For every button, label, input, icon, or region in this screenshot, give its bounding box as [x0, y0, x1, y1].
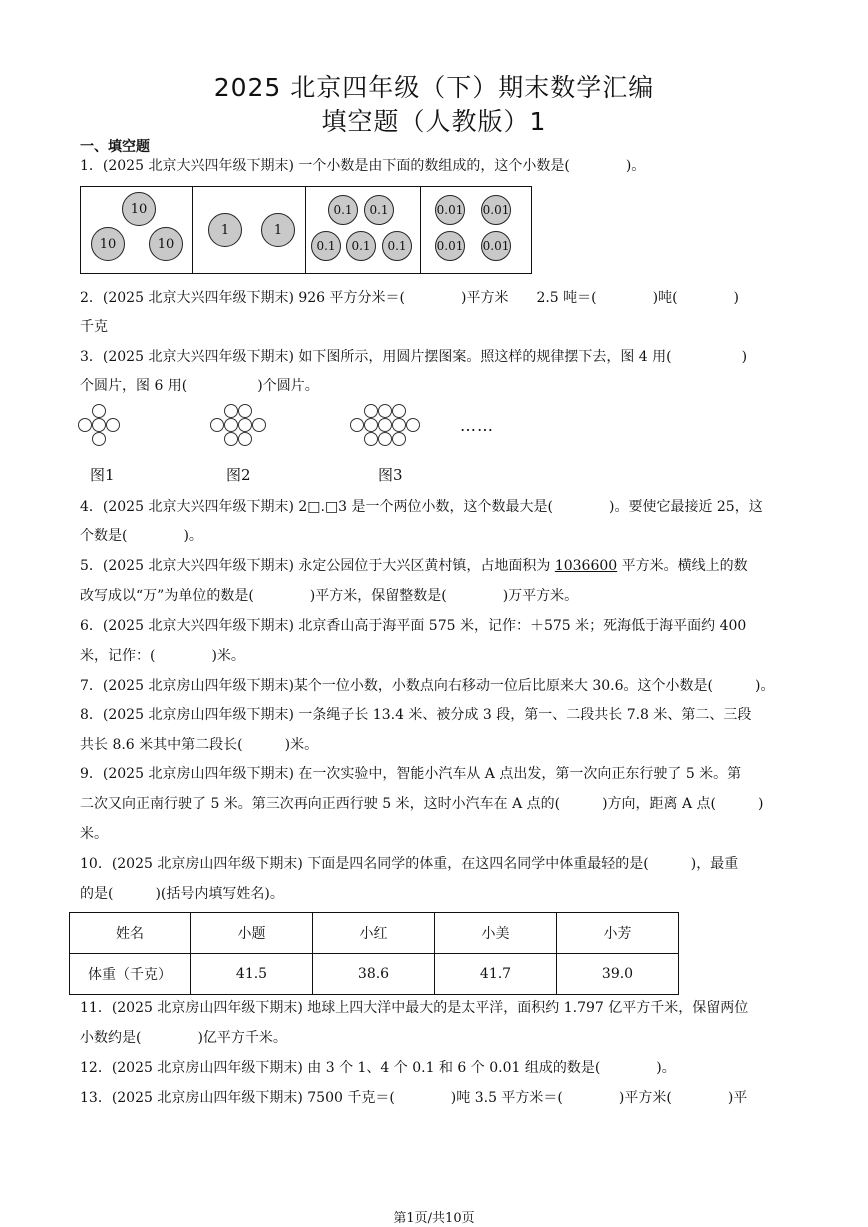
table-cell: 38.6 [313, 954, 435, 995]
circle-piece [210, 418, 224, 432]
title-line-2: 填空题（人教版）1 [321, 107, 547, 136]
question-1: 1．(2025 北京大兴四年级下期末) 一个小数是由下面的数组成的，这个小数是( )。 [80, 158, 646, 174]
circle-piece [350, 418, 364, 432]
circle-piece [392, 432, 406, 446]
disc-group-ones [193, 187, 306, 273]
table-row [70, 913, 679, 954]
disc: 0.01 [435, 195, 465, 225]
disc: 0.1 [364, 195, 394, 225]
question-6-line-2: 米，记作：( )米。 [80, 648, 245, 664]
question-3-line-1: 3．(2025 北京大兴四年级下期末) 如下图所示，用圆片摆图案。照这样的规律摆下去，图 4 用( ) [80, 349, 748, 365]
circle-piece [106, 418, 120, 432]
question-9-line-2: 二次又向正南行驶了 5 米。第三次再向正西行驶 5 米，这时小汽车在 A 点的( )方向，距离 A 点( ) [80, 796, 764, 812]
figure-ellipsis: …… [460, 416, 494, 435]
question-7: 7．(2025 北京房山四年级下期末)某个一位小数，小数点向右移动一位后比原来大 30.6。这个小数是( )。 [80, 678, 775, 694]
disc-group-hundredths [421, 187, 531, 273]
table-header-cell: 小芳 [557, 913, 679, 954]
question-8-line-1: 8．(2025 北京房山四年级下期末) 一条绳子长 13.4 米、被分成 3 段，第一、二段共长 7.8 米、第二、三段 [80, 707, 752, 723]
disc: 1 [261, 213, 295, 247]
disc: 0.1 [311, 231, 341, 261]
figure-3-label: 图3 [378, 466, 403, 484]
circle-piece [378, 432, 392, 446]
figure-1-label: 图1 [90, 466, 115, 484]
circle-piece [224, 418, 238, 432]
section-heading: 一、填空题 [80, 139, 150, 155]
table-row [70, 954, 679, 995]
question-9-line-1: 9．(2025 北京房山四年级下期末) 在一次实验中，智能小汽车从 A 点出发，第一次向正东行驶了 5 米。第 [80, 766, 742, 782]
q1-disc-box [80, 186, 532, 274]
circle-piece [378, 418, 392, 432]
circle-piece [364, 418, 378, 432]
disc: 0.01 [481, 195, 511, 225]
question-4-line-2: 个数是( )。 [80, 528, 203, 544]
q5-text-post: 平方米。横线上的数 [617, 558, 748, 574]
question-13: 13．(2025 北京房山四年级下期末) 7500 千克＝( )吨 3.5 平方米＝( )平方米( )平 [80, 1090, 748, 1106]
disc: 0.1 [346, 231, 376, 261]
circle-piece [406, 418, 420, 432]
question-4-line-1: 4．(2025 北京大兴四年级下期末) 2□.□3 是一个两位小数，这个数最大是( )。要使它最接近 25，这 [80, 499, 763, 515]
question-8-line-2: 共长 8.6 米其中第二段长( )米。 [80, 737, 319, 753]
disc: 10 [122, 192, 156, 226]
circle-piece [392, 418, 406, 432]
disc: 1 [208, 213, 242, 247]
disc: 0.01 [435, 231, 465, 261]
disc-group-tens [81, 187, 193, 273]
circle-piece [92, 404, 106, 418]
table-header-cell: 小红 [313, 913, 435, 954]
table-cell: 41.7 [435, 954, 557, 995]
question-5-line-1 [80, 556, 792, 576]
disc-group-tenths [306, 187, 421, 273]
table-header-cell: 小题 [191, 913, 313, 954]
circle-piece [92, 418, 106, 432]
question-11-line-1: 11．(2025 北京房山四年级下期末) 地球上四大洋中最大的是太平洋，面积约 1.797 亿平方千米，保留两位 [80, 1000, 749, 1016]
question-2-line-2: 千克 [80, 319, 108, 335]
table-header-cell: 姓名 [70, 913, 191, 954]
disc: 10 [91, 227, 125, 261]
circle-piece [92, 432, 106, 446]
disc: 0.1 [382, 231, 412, 261]
question-6-line-1: 6．(2025 北京大兴四年级下期末) 北京香山高于海平面 575 米，记作：＋575 米；死海低于海平面约 400 [80, 618, 747, 634]
q5-text-pre: 5．(2025 北京大兴四年级下期末) 永定公园位于大兴区黄村镇，占地面积为 [80, 558, 555, 574]
circle-piece [224, 432, 238, 446]
question-12: 12．(2025 北京房山四年级下期末) 由 3 个 1、4 个 0.1 和 6 个 0.01 组成的数是( )。 [80, 1060, 676, 1076]
circle-piece [238, 418, 252, 432]
circle-piece [378, 404, 392, 418]
circle-piece [78, 418, 92, 432]
question-10-line-2: 的是( )(括号内填写姓名)。 [80, 886, 284, 902]
table-cell: 41.5 [191, 954, 313, 995]
table-header-cell: 小美 [435, 913, 557, 954]
question-5-line-2: 改写成以“万”为单位的数是( )平方米，保留整数是( )万平方米。 [80, 588, 579, 604]
circle-piece [392, 404, 406, 418]
question-10-line-1: 10．(2025 北京房山四年级下期末) 下面是四名同学的体重，在这四名同学中体重最轻的是( )，最重 [80, 856, 739, 872]
disc: 0.01 [481, 231, 511, 261]
q5-underlined-number: 1036600 [554, 558, 618, 574]
question-11-line-2: 小数约是( )亿平方千米。 [80, 1030, 287, 1046]
circle-piece [224, 404, 238, 418]
title-line-1: 2025 北京四年级（下）期末数学汇编 [213, 73, 655, 102]
circle-piece [364, 432, 378, 446]
question-2-line-1: 2．(2025 北京大兴四年级下期末) 926 平方分米＝( )平方米 2.5 吨＝( )吨( ) [80, 290, 740, 306]
disc: 0.1 [328, 195, 358, 225]
circle-piece [252, 418, 266, 432]
disc: 10 [149, 227, 183, 261]
figure-2-label: 图2 [226, 466, 251, 484]
weight-table [69, 912, 679, 995]
table-cell: 39.0 [557, 954, 679, 995]
circle-piece [238, 432, 252, 446]
question-3-line-2: 个圆片，图 6 用( )个圆片。 [80, 378, 319, 394]
page-footer: 第1页/共10页 [393, 1211, 475, 1226]
question-9-line-3: 米。 [80, 826, 108, 842]
circle-piece [238, 404, 252, 418]
table-cell: 体重（千克） [70, 954, 191, 995]
circle-piece [364, 404, 378, 418]
